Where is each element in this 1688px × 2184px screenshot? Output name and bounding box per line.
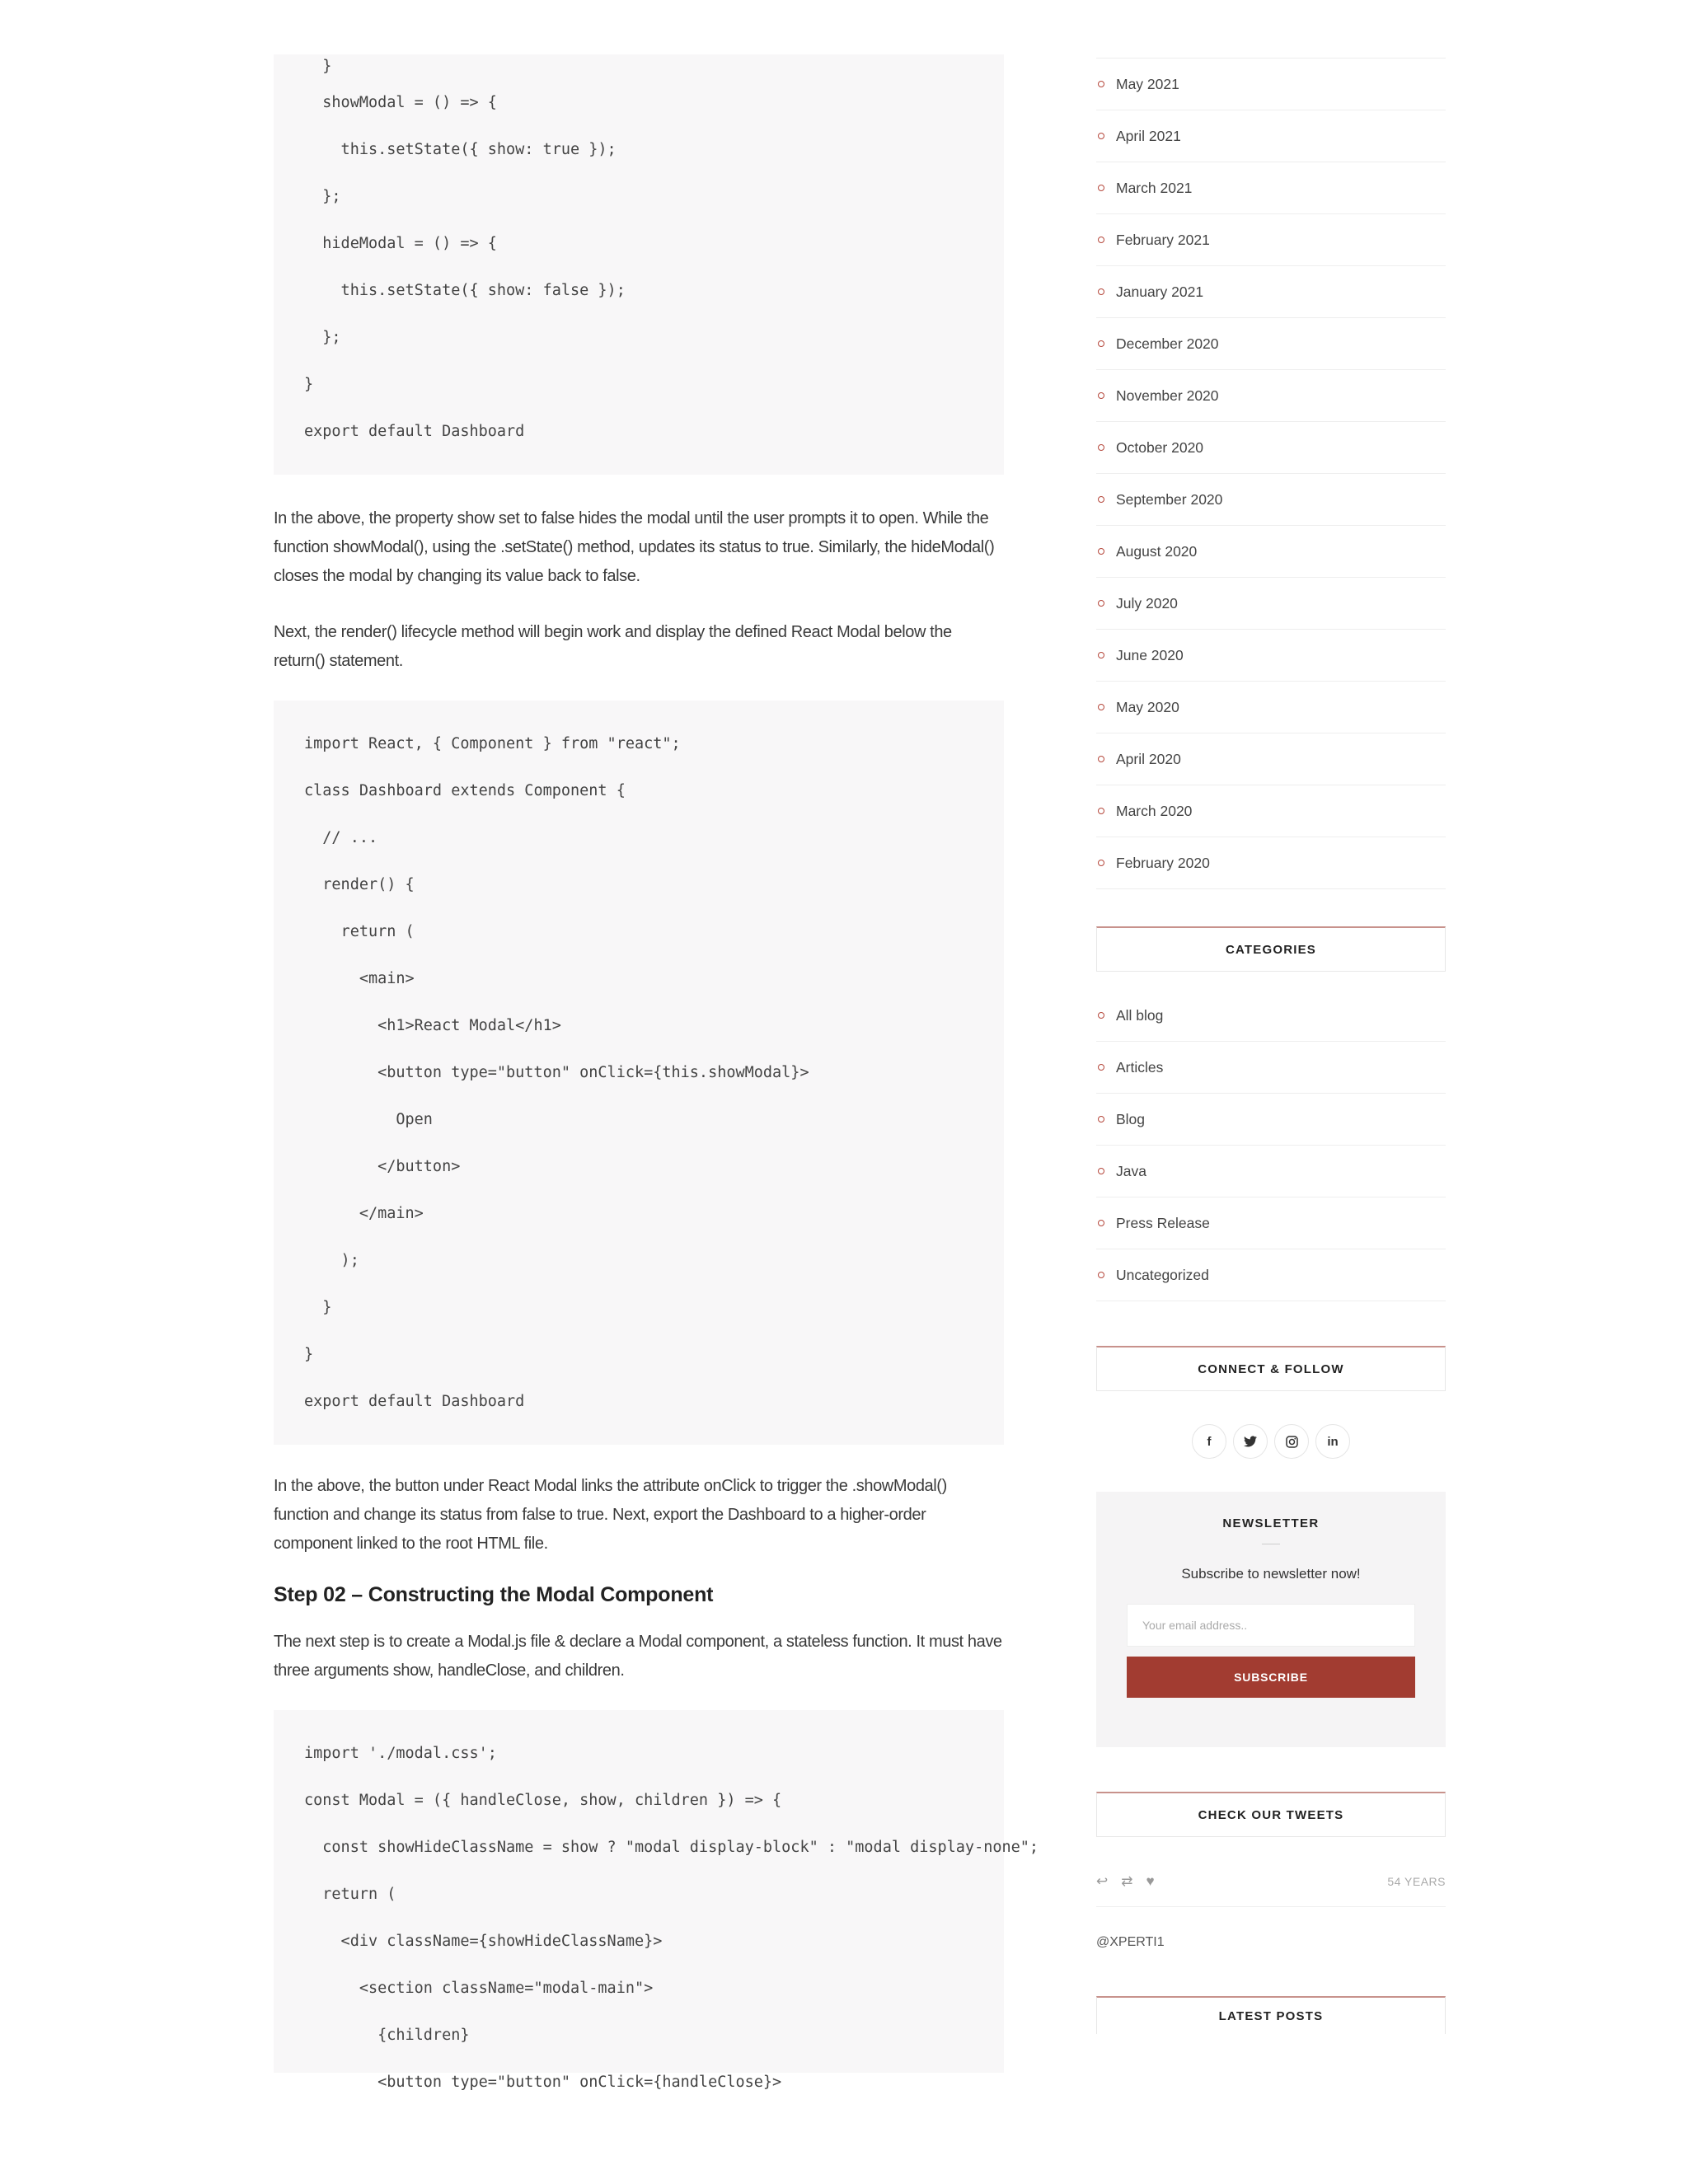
item-label: August 2020: [1116, 542, 1198, 560]
code-line: </button>: [304, 1158, 461, 1175]
code-line: };: [304, 329, 341, 346]
paragraph-4: The next step is to create a Modal.js file & declare a Modal component, a stateless function. It must have three arguments show, handleClose, and children.: [274, 1633, 1002, 1680]
code-line: // ...: [304, 829, 378, 846]
paragraph-1: In the above, the property show set to false hides the modal until the user prompts it to open. While the function showModal(), using the .setState() method, updates its status to true. Similarly, the hideModal() closes the modal by changing its value back to false.: [274, 509, 995, 585]
code-block-2: [274, 701, 1004, 1445]
code-line: import React, { Component } from "react";: [304, 735, 681, 752]
social-icons: [1096, 1424, 1446, 1459]
archive-item[interactable]: [1096, 162, 1446, 214]
bullet-icon: [1098, 704, 1104, 710]
code-line: <section className="modal-main">: [304, 1980, 654, 1997]
subscribe-button[interactable]: SUBSCRIBE: [1127, 1657, 1415, 1698]
code-line: const Modal = ({ handleClose, show, children }) => {: [304, 1792, 782, 1809]
bullet-icon: [1098, 808, 1104, 814]
bullet-icon: [1098, 237, 1104, 243]
item-label: October 2020: [1116, 438, 1204, 456]
item-label: May 2021: [1116, 75, 1179, 92]
category-item[interactable]: [1096, 1249, 1446, 1301]
bullet-icon: [1098, 756, 1104, 762]
latest-posts-title: LATEST POSTS: [1096, 1996, 1446, 2034]
archive-item[interactable]: [1096, 785, 1446, 837]
archive-item[interactable]: [1096, 578, 1446, 630]
step-heading: Step 02 – Constructing the Modal Component: [274, 1583, 714, 1606]
archives-list: [1096, 7, 1446, 880]
item-label: May 2020: [1116, 698, 1179, 715]
item-label: June 2020: [1116, 646, 1184, 663]
code-line: hideModal = () => {: [304, 235, 497, 252]
archive-item[interactable]: [1096, 733, 1446, 785]
archive-item[interactable]: [1096, 474, 1446, 526]
code-line: }: [304, 1299, 332, 1316]
bullet-icon: [1098, 133, 1104, 139]
archive-item[interactable]: [1096, 59, 1446, 110]
code-line: import './modal.css';: [304, 1745, 497, 1762]
bullet-icon: [1098, 600, 1104, 607]
bottom-fade: [0, 2130, 1688, 2184]
reply-icon[interactable]: ↩: [1096, 1873, 1109, 1889]
code-line: }: [304, 376, 314, 393]
code-line: }: [304, 1346, 314, 1363]
top-fade: [0, 0, 1688, 54]
archive-item[interactable]: [1096, 630, 1446, 682]
category-item[interactable]: [1096, 990, 1446, 1042]
archive-item[interactable]: [1096, 526, 1446, 578]
item-label: Press Release: [1116, 1214, 1210, 1231]
item-label: March 2020: [1116, 802, 1193, 819]
code-line: };: [304, 188, 341, 205]
code-line: Open: [304, 1111, 433, 1128]
item-label: January 2021: [1116, 283, 1204, 300]
sidebar: [1096, 33, 1446, 2034]
item-label: Java: [1116, 1162, 1146, 1179]
article-content: [274, 54, 1039, 2091]
email-input[interactable]: Your email address..: [1127, 1604, 1415, 1647]
code-line: this.setState({ show: true });: [304, 141, 617, 158]
item-label: Articles: [1116, 1058, 1164, 1076]
twitter-icon[interactable]: [1233, 1424, 1268, 1459]
connect-title: CONNECT & FOLLOW: [1096, 1346, 1446, 1391]
newsletter-widget: [1096, 1492, 1446, 1747]
item-label: March 2021: [1116, 179, 1193, 196]
bullet-icon: [1098, 81, 1104, 87]
bullet-icon: [1098, 1064, 1104, 1071]
bullet-icon: [1098, 1220, 1104, 1226]
code-line: class Dashboard extends Component {: [304, 782, 626, 799]
item-label: April 2021: [1116, 127, 1181, 144]
archive-item[interactable]: [1096, 422, 1446, 474]
bullet-icon: [1098, 548, 1104, 555]
categories-title: CATEGORIES: [1096, 926, 1446, 972]
code-line: }: [304, 58, 332, 75]
item-label: September 2020: [1116, 490, 1223, 508]
archive-item[interactable]: [1096, 682, 1446, 733]
tweets-title: CHECK OUR TWEETS: [1096, 1792, 1446, 1837]
bullet-icon: [1098, 1116, 1104, 1122]
item-label: November 2020: [1116, 387, 1219, 404]
bullet-icon: [1098, 185, 1104, 191]
tweet-time: 54 YEARS: [1387, 1875, 1446, 1888]
code-line: <button type="button" onClick={this.showModal}>: [304, 1064, 809, 1081]
category-item[interactable]: [1096, 1197, 1446, 1249]
category-item[interactable]: [1096, 1146, 1446, 1197]
code-line: {children}: [304, 2027, 470, 2044]
code-block-3: [274, 1710, 1039, 2091]
code-block-1: [274, 54, 1004, 475]
archive-item[interactable]: [1096, 370, 1446, 422]
archive-item[interactable]: [1096, 214, 1446, 266]
bullet-icon: [1098, 1012, 1104, 1019]
item-label: February 2020: [1116, 854, 1210, 871]
code-line: <div className={showHideClassName}>: [304, 1933, 663, 1950]
bullet-icon: [1098, 860, 1104, 866]
code-line: <h1>React Modal</h1>: [304, 1017, 561, 1034]
code-line: </main>: [304, 1205, 424, 1222]
retweet-icon[interactable]: ⇄: [1121, 1873, 1133, 1889]
archive-item[interactable]: [1096, 837, 1446, 889]
paragraph-2: Next, the render() lifecycle method will begin work and display the defined React Modal below the return() statement.: [274, 623, 952, 670]
item-label: July 2020: [1116, 594, 1178, 612]
item-label: February 2021: [1116, 231, 1210, 248]
instagram-icon[interactable]: [1274, 1424, 1309, 1459]
heart-icon[interactable]: ♥: [1146, 1873, 1155, 1889]
category-item[interactable]: [1096, 1094, 1446, 1146]
facebook-icon[interactable]: f: [1192, 1424, 1226, 1459]
code-line: return (: [304, 1886, 396, 1903]
code-line: return (: [304, 923, 415, 940]
archive-item[interactable]: [1096, 266, 1446, 318]
bullet-icon: [1098, 392, 1104, 399]
item-label: April 2020: [1116, 750, 1181, 767]
bullet-icon: [1098, 1272, 1104, 1278]
code-line: export default Dashboard: [304, 423, 525, 440]
bullet-icon: [1098, 444, 1104, 451]
bullet-icon: [1098, 652, 1104, 658]
archive-item[interactable]: [1096, 318, 1446, 370]
bullet-icon: [1098, 340, 1104, 347]
code-line: this.setState({ show: false });: [304, 282, 626, 299]
code-line: render() {: [304, 876, 415, 893]
paragraph-3: In the above, the button under React Modal links the attribute onClick to trigger the .showModal() function and change its status from false to true. Next, export the Dashboard to a higher-order component linked to the root HTML file.: [274, 1477, 947, 1553]
code-line: const showHideClassName = show ? "modal display-block" : "modal display-none";: [304, 1839, 1039, 1856]
category-item[interactable]: [1096, 1042, 1446, 1094]
code-line: export default Dashboard: [304, 1393, 525, 1410]
code-line: );: [304, 1252, 359, 1269]
item-label: All blog: [1116, 1006, 1164, 1024]
newsletter-text: Subscribe to newsletter now!: [1181, 1566, 1361, 1582]
linkedin-icon[interactable]: in: [1315, 1424, 1350, 1459]
bullet-icon: [1098, 496, 1104, 503]
item-label: Uncategorized: [1116, 1266, 1209, 1283]
tweet-actions: [1096, 1857, 1446, 1907]
code-line: <button type="button" onClick={handleClose}>: [304, 2074, 782, 2091]
archive-item[interactable]: [1096, 110, 1446, 162]
categories-list: [1096, 990, 1446, 1301]
item-label: Blog: [1116, 1110, 1146, 1127]
tweet-handle[interactable]: @XPERTI1: [1096, 1935, 1165, 1949]
bullet-icon: [1098, 1168, 1104, 1174]
item-label: December 2020: [1116, 335, 1219, 352]
bullet-icon: [1098, 288, 1104, 295]
newsletter-title: NEWSLETTER: [1222, 1516, 1320, 1530]
code-line: <main>: [304, 970, 415, 987]
code-line: showModal = () => {: [304, 94, 497, 111]
